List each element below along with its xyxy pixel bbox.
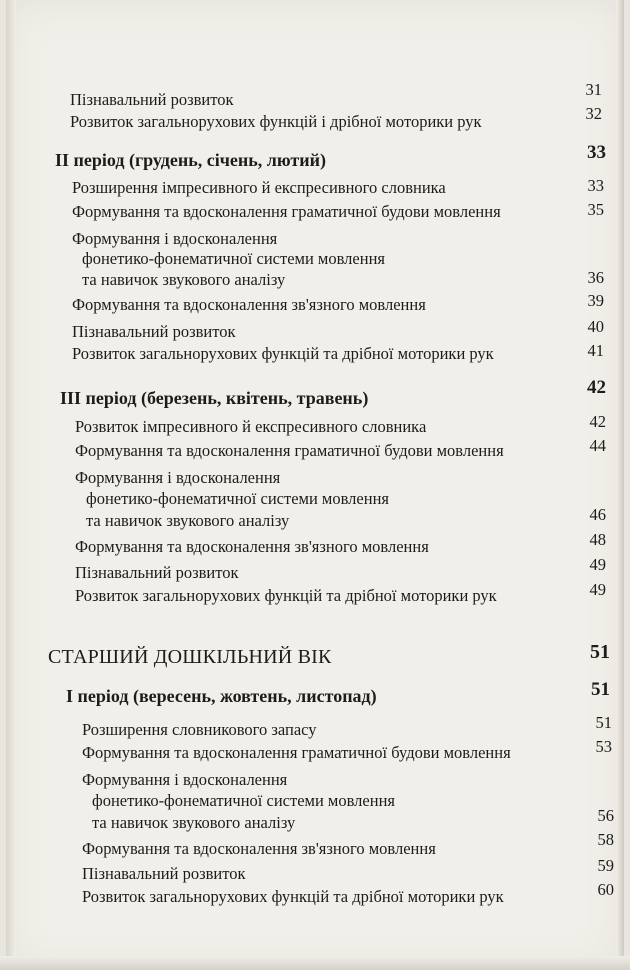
toc-entry-page: 35: [587, 200, 604, 219]
toc-entry-label: Розширення імпресивного й експресивного словника: [72, 178, 446, 197]
toc-entry-label: Формування і вдосконалення: [82, 770, 288, 789]
toc-entry-page: 39: [587, 291, 604, 310]
toc-entry-label: Розширення словникового запасу: [82, 720, 317, 739]
toc-entry-page: 49: [589, 580, 606, 599]
toc-entry-page: 40: [587, 317, 604, 336]
toc-entry-page: 44: [589, 436, 606, 455]
toc-entry-page: 31: [585, 80, 602, 99]
toc-entry-page: 41: [587, 341, 604, 360]
toc-entry-label: Формування та вдосконалення зв'язного мовлення: [82, 839, 436, 858]
toc-entry-page: 59: [597, 856, 614, 875]
toc-entry-label: фонетико-фонематичної системи мовлення: [82, 249, 385, 268]
section-heading-page: 51: [590, 641, 610, 663]
toc-entry-label: Пізнавальний розвиток: [72, 322, 236, 341]
toc-entry-label: Пізнавальний розвиток: [82, 864, 246, 883]
toc-entry-label: Формування та вдосконалення граматичної будови мовлення: [82, 743, 511, 762]
toc-entry-label: Розвиток імпресивного й експресивного словника: [75, 417, 427, 436]
toc-entry-label: Розвиток загальнорухових функцій та дрібної моторики рук: [75, 586, 497, 605]
toc-entry-page: 53: [595, 737, 612, 756]
toc-entry-label: Пізнавальний розвиток: [75, 563, 239, 582]
toc-entry-page: 49: [589, 555, 606, 574]
period-heading-page: 33: [587, 142, 606, 163]
toc-entry-label: фонетико-фонематичної системи мовлення: [92, 791, 395, 810]
toc-entry-label: Формування та вдосконалення зв'язного мовлення: [75, 537, 429, 556]
period-heading-page: 51: [591, 679, 610, 700]
toc-entry-label: та навичок звукового аналізу: [86, 511, 290, 530]
toc-entry-page: 46: [589, 505, 606, 524]
period-heading: ІІ період (грудень, січень, лютий): [55, 150, 326, 170]
toc-entry-page: 56: [597, 806, 614, 825]
toc-entry-page: 33: [587, 176, 604, 195]
toc-entry-label: та навичок звукового аналізу: [92, 813, 296, 832]
toc-entry-label: Розвиток загальнорухових функцій та дрібної моторики рук: [72, 344, 494, 363]
toc-entry-label: Формування та вдосконалення зв'язного мовлення: [72, 295, 426, 314]
toc-entry-page: 58: [597, 830, 614, 849]
toc-entry-label: Розвиток загальнорухових функцій і дрібної моторики рук: [70, 112, 482, 131]
period-heading: І період (вересень, жовтень, листопад): [66, 686, 377, 706]
toc-entry-label: Формування та вдосконалення граматичної будови мовлення: [72, 202, 501, 221]
toc-entry-page: 42: [589, 412, 606, 431]
toc-entry-label: Формування та вдосконалення граматичної будови мовлення: [75, 441, 504, 460]
toc-entry-page: 51: [595, 713, 612, 732]
period-heading-page: 42: [587, 377, 606, 398]
toc-entry-page: 48: [589, 530, 606, 549]
period-heading: ІІІ період (березень, квітень, травень): [60, 388, 369, 408]
toc-entry-label: Розвиток загальнорухових функцій та дрібної моторики рук: [82, 887, 504, 906]
toc-entry-label: фонетико-фонематичної системи мовлення: [86, 489, 389, 508]
toc-entry-label: Пізнавальний розвиток: [70, 90, 234, 109]
toc-entry-label: Формування і вдосконалення: [72, 229, 278, 248]
section-heading: СТАРШИЙ ДОШКІЛЬНИЙ ВІК: [48, 646, 332, 668]
toc-entry-label: та навичок звукового аналізу: [82, 270, 286, 289]
toc-entry-page: 32: [585, 104, 602, 123]
toc-entry-label: Формування і вдосконалення: [75, 468, 281, 487]
toc-entry-page: 60: [597, 880, 614, 899]
toc-entry-page: 36: [587, 268, 604, 287]
